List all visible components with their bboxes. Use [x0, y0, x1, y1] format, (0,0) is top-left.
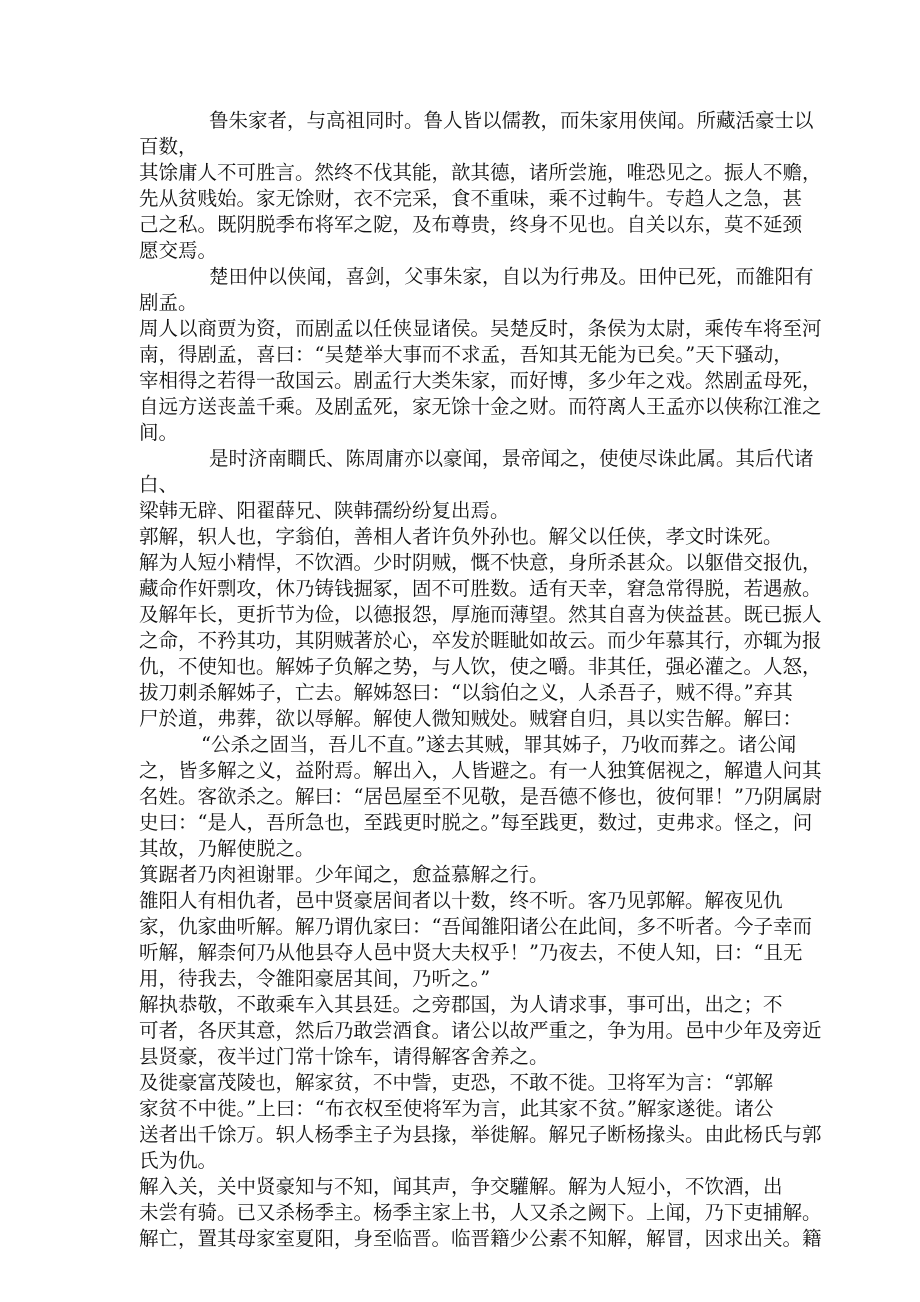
text-line: 白、 [139, 473, 179, 496]
text-line: 南，得剧孟，喜曰：“吴楚举大事而不求孟，吾知其无能为已矣。”天下骚动， [139, 343, 793, 366]
text-line: 宰相得之若得一敌国云。剧孟行大类朱家，而好博，多少年之戏。然剧孟母死， [139, 369, 822, 392]
text-line: 周人以商贾为资，而剧孟以任侠显诸侯。吴楚反时，条侯为太尉，乘传车将至河 [139, 317, 822, 340]
text-line: 解亡，置其母家室夏阳，身至临晋。临晋籍少公素不知解，解冒，因求出关。籍 [139, 1227, 822, 1250]
text-line: 之命，不矜其功，其阴贼著於心，卒发於睚眦如故云。而少年慕其行，亦辄为报 [139, 629, 822, 652]
text-line: 先从贫贱始。家无馀财，衣不完采，食不重味，乘不过軥牛。专趋人之急，甚 [139, 187, 803, 210]
document-body [139, 108, 822, 1252]
text-line: 尸於道，弗葬，欲以辱解。解使人微知贼处。贼窘自归，具以实告解。解曰： [139, 707, 803, 730]
text-line: 箕踞者乃肉袒谢罪。少年闻之，愈益慕解之行。 [139, 863, 549, 886]
text-line: 未尝有骑。已又杀杨季主。杨季主家上书，人又杀之阙下。上闻，乃下吏捕解。 [139, 1201, 822, 1224]
text-line: 是时济南瞷氏、陈周庸亦以豪闻，景帝闻之，使使尽诛此属。其后代诸 [209, 447, 814, 470]
text-line: 解执恭敬，不敢乘车入其县廷。之旁郡国，为人请求事，事可出，出之；不 [139, 993, 783, 1016]
text-line: 解为人短小精悍，不饮酒。少时阴贼，慨不快意，身所杀甚众。以躯借交报仇， [139, 551, 822, 574]
text-line: 雒阳人有相仇者，邑中贤豪居间者以十数，终不听。客乃见郭解。解夜见仇 [139, 889, 783, 912]
text-line: 间。 [139, 421, 179, 444]
text-line: 用，待我去，令雒阳豪居其间，乃听之。” [139, 967, 491, 990]
text-line: 其故，乃解使脱之。 [139, 837, 315, 860]
text-line: 愿交焉。 [139, 239, 218, 262]
text-line: 家贫不中徙。”上曰：“布衣权至使将军为言，此其家不贫。”解家遂徙。诸公 [139, 1097, 774, 1120]
text-line: 鲁朱家者，与高祖同时。鲁人皆以儒教，而朱家用侠闻。所藏活豪士以 [209, 109, 814, 132]
text-line: 拔刀刺杀解姊子，亡去。解姊怒曰：“以翁伯之义，人杀吾子，贼不得。”弃其 [139, 681, 793, 704]
text-line: 剧孟。 [139, 291, 198, 314]
text-line: 送者出千馀万。轵人杨季主子为县掾，举徙解。解兄子断杨掾头。由此杨氏与郭 [139, 1123, 822, 1146]
text-line: 藏命作奸剽攻，休乃铸钱掘冢，固不可胜数。适有天幸，窘急常得脱，若遇赦。 [139, 577, 822, 600]
text-line: 及徙豪富茂陵也，解家贫，不中訾，吏恐，不敢不徙。卫将军为言：“郭解 [139, 1071, 773, 1094]
text-line: 仇，不使知也。解姊子负解之势，与人饮，使之嚼。非其任，强必灌之。人怒， [139, 655, 822, 678]
text-line: “公杀之固当，吾儿不直。”遂去其贼，罪其姊子，乃收而葬之。诸公闻 [201, 733, 797, 756]
text-line: 史曰：“是人，吾所急也，至践更时脱之。”每至践更，数过，吏弗求。怪之，问 [139, 811, 813, 834]
text-line: 百数， [139, 135, 198, 158]
text-line: 自远方送丧盖千乘。及剧孟死，家无馀十金之财。而符离人王孟亦以侠称江淮之 [139, 395, 822, 418]
text-line: 家，仇家曲听解。解乃谓仇家曰：“吾闻雒阳诸公在此间，多不听者。今子幸而 [139, 915, 812, 938]
text-line: 郭解，轵人也，字翁伯，善相人者许负外孙也。解父以任侠，孝文时诛死。 [139, 525, 783, 548]
text-line: 梁韩无辟、阳翟薛兄、陕韩孺纷纷复出焉。 [139, 499, 510, 522]
text-line: 楚田仲以侠闻，喜剑，父事朱家，自以为行弗及。田仲已死，而雒阳有 [209, 265, 814, 288]
text-line: 己之私。既阴脱季布将军之阸，及布尊贵，终身不见也。自关以东，莫不延颈 [139, 213, 803, 236]
text-line: 名姓。客欲杀之。解曰：“居邑屋至不见敬，是吾德不修也，彼何罪！”乃阴属尉 [139, 785, 822, 808]
text-line: 氏为仇。 [139, 1149, 218, 1172]
text-line: 县贤豪，夜半过门常十馀车，请得解客舍养之。 [139, 1045, 549, 1068]
text-line: 及解年长，更折节为俭，以德报怨，厚施而薄望。然其自喜为侠益甚。既已振人 [139, 603, 822, 626]
text-line: 可者，各厌其意，然后乃敢尝酒食。诸公以故严重之，争为用。邑中少年及旁近 [139, 1019, 822, 1042]
text-line: 之，皆多解之义，益附焉。解出入，人皆避之。有一人独箕倨视之，解遣人问其 [139, 759, 822, 782]
text-line: 听解，解柰何乃从他县夺人邑中贤大夫权乎！”乃夜去，不使人知，曰：“且无 [139, 941, 803, 964]
text-line: 解入关，关中贤豪知与不知，闻其声，争交驩解。解为人短小，不饮酒，出 [139, 1175, 783, 1198]
text-line: 其馀庸人不可胜言。然终不伐其能，歆其德，诸所尝施，唯恐见之。振人不赡， [139, 161, 822, 184]
